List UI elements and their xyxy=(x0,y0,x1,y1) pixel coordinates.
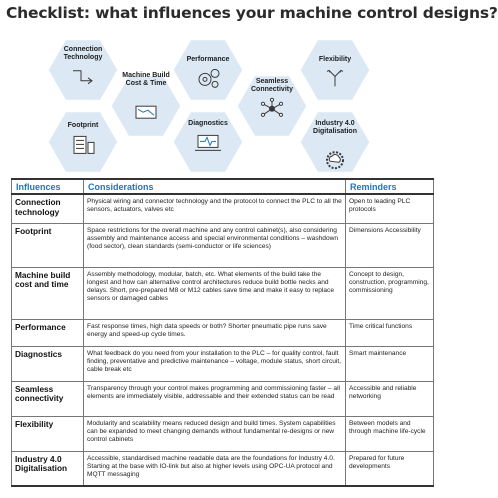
reminder-cell: Accessible and reliable networking xyxy=(346,381,434,416)
reminder-cell: Between models and through machine life-cycle xyxy=(346,416,434,451)
consideration-cell: Transparency through your control makes programming and commissioning faster – all elements are immediately visible, addressable and their extended status can be read xyxy=(84,381,346,416)
hexagon-label: Seamless Connectivity xyxy=(250,78,293,94)
table-row xyxy=(12,346,434,381)
reminder-cell: Concept to design, construction, programming, commissioning xyxy=(346,267,434,319)
table-row xyxy=(12,381,434,416)
header-reminders: Reminders xyxy=(346,179,434,194)
hexagon-label: Connection Technology xyxy=(63,46,103,62)
consideration-cell: Fast response times, high data speeds or both? Shorter pneumatic pipe runs save energy and speed-up cycle times. xyxy=(84,319,346,346)
influence-cell: Industry 4.0 Digitalisation xyxy=(12,451,84,486)
consideration-cell: Modularity and scalability means reduced design and build times. System capabilities can be expanded to meet changing demands without fundamental re-designs or new control cabinets xyxy=(84,416,346,451)
table-row xyxy=(12,451,434,486)
table-row xyxy=(12,223,434,267)
consideration-cell: Accessible, standardised machine readable data are the foundations for Industry 4.0. Starting at the base with IO-link but also at higher levels using OPC-UA protocol and MQTT messaging xyxy=(84,451,346,486)
hexagon-label: Industry 4.0 Digitalisation xyxy=(313,120,357,136)
header-influences: Influences xyxy=(12,179,84,194)
influence-cell: Footprint xyxy=(12,223,84,267)
reminder-cell: Time critical functions xyxy=(346,319,434,346)
consideration-cell: Assembly methodology, modular, batch, etc. What elements of the build take the longest and how can alternative control architectures reduce build bottle necks and delays. Short, pre-prepared M8 or M12 cables save time and make it easy to replace sensors or damaged cables xyxy=(84,267,346,319)
influence-cell: Performance xyxy=(12,319,84,346)
cost-chart-icon xyxy=(136,106,156,118)
reminder-cell: Open to leading PLC protocols xyxy=(346,194,434,223)
influence-cell: Flexibility xyxy=(12,416,84,451)
consideration-cell: Space restrictions for the overall machine and any control cabinet(s), also considering assembly and maintenance access and special environmental conditions – washdown (food sector), clean standards (semi-conductor or life sciences) xyxy=(84,223,346,267)
table-header-row xyxy=(12,179,434,194)
consideration-cell: Physical wiring and connector technology and the protocol to connect the PLC to all the sensors, actuators, valves etc xyxy=(84,194,346,223)
table-row xyxy=(12,319,434,346)
table-row xyxy=(12,267,434,319)
header-considerations: Considerations xyxy=(84,179,346,194)
hexagon xyxy=(299,39,371,101)
influences-table xyxy=(11,178,434,487)
table-row xyxy=(12,416,434,451)
hexagon-label: Diagnostics xyxy=(188,120,228,127)
table-row xyxy=(12,194,434,223)
reminder-cell: Prepared for future developments xyxy=(346,451,434,486)
influence-cell: Seamless connectivity xyxy=(12,381,84,416)
hexagon-label: Footprint xyxy=(67,122,99,129)
influence-cell: Machine build cost and time xyxy=(12,267,84,319)
hexagon-label: Flexibility xyxy=(318,56,352,63)
consideration-cell: What feedback do you need from your installation to the PLC – for quality control, fault finding, preventative and predictive maintenance – voltage, module status, short circuit, cable break etc xyxy=(84,346,346,381)
hexagon-label: Performance xyxy=(186,56,230,63)
reminder-cell: Dimensions Accessibility xyxy=(346,223,434,267)
influences-hexagon-graphic xyxy=(0,26,444,176)
influence-cell: Connection technology xyxy=(12,194,84,223)
page-title: Checklist: what influences your machine control designs? xyxy=(6,4,498,22)
hexagon-label: Machine Build Cost & Time xyxy=(122,72,170,88)
hexagon xyxy=(172,39,244,101)
reminder-cell: Smart maintenance xyxy=(346,346,434,381)
influence-cell: Diagnostics xyxy=(12,346,84,381)
